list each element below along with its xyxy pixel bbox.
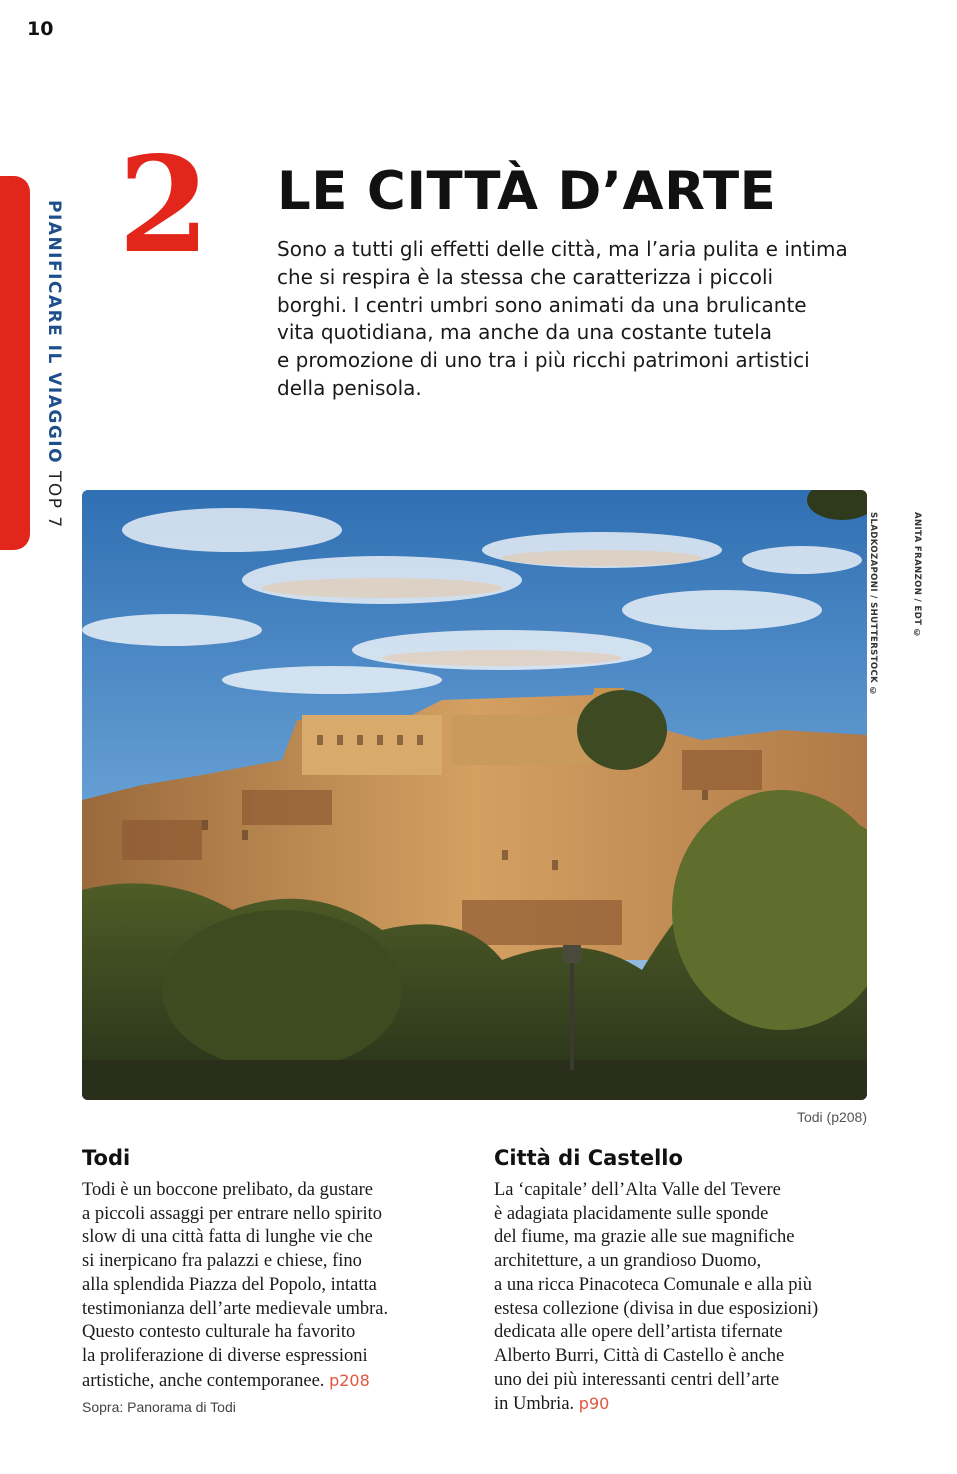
image-caption: Sopra: Panorama di Todi [82,1399,236,1416]
feature-intro: Sono a tutti gli effetti delle città, ma l’aria pulita e intima che si respira è la stessa che caratterizza i piccoli borghi. I centri umbri sono animati da una brulicante vita quotidiana, ma anche da una costante tutela e promozione di uno tra i più ricchi patrimoni artistici della penisola. [277,237,848,400]
section-heading: Todi [82,1146,131,1170]
section-label [40,200,64,530]
todi-panorama-photo [82,490,867,1100]
section-body: La ‘capitale’ dell’Alta Valle del Tevere è adagiata placidamente sulle sponde del fiume, ma grazie alle sue magnifiche architetture, a un grandioso Duomo, a una ricca Pinacoteca Comunale e alla più estesa collezione (divisa in due esposizioni) dedicata alle opere dell’artista tifernate Alberto Burri, Città di Castello è anche uno dei più interessanti centri dell’arte in Umbria. p90 [494,1180,819,1415]
section-body: Todi è un boccone prelibato, da gustare a piccoli assaggi per entrare nello spirito slow di una città fatta di lunghe vie che si inerpicano fra palazzi e chiese, fino alla splendida Piazza del Popolo, intatta testimonianza dell’arte medievale umbra. Questo contesto culturale ha favorito la proliferazione di diverse espressioni artistiche, anche contemporanee. p208 [82,1180,389,1391]
section-tab [0,176,30,550]
feature-title: LE CITTÀ D’ARTE [277,161,777,222]
section-citta-di-castello [494,1146,874,1417]
page-reference-link[interactable]: p208 [329,1370,370,1390]
photo-credit: ANITA FRANZON / EDT © [912,512,922,640]
subsection-name: TOP 7 [44,471,64,529]
section-todi [82,1146,462,1415]
photo-caption: Todi (p208) [796,1109,867,1125]
photo-credit: SLADKOZAPONI / SHUTTERSTOCK © [868,512,878,697]
section-heading: Città di Castello [494,1146,683,1170]
page-reference-link[interactable]: p90 [578,1394,610,1414]
page-number: 10 [27,18,54,40]
feature-number: 2 [118,128,210,283]
section-name: PIANIFICARE IL VIAGGIO [44,200,64,465]
